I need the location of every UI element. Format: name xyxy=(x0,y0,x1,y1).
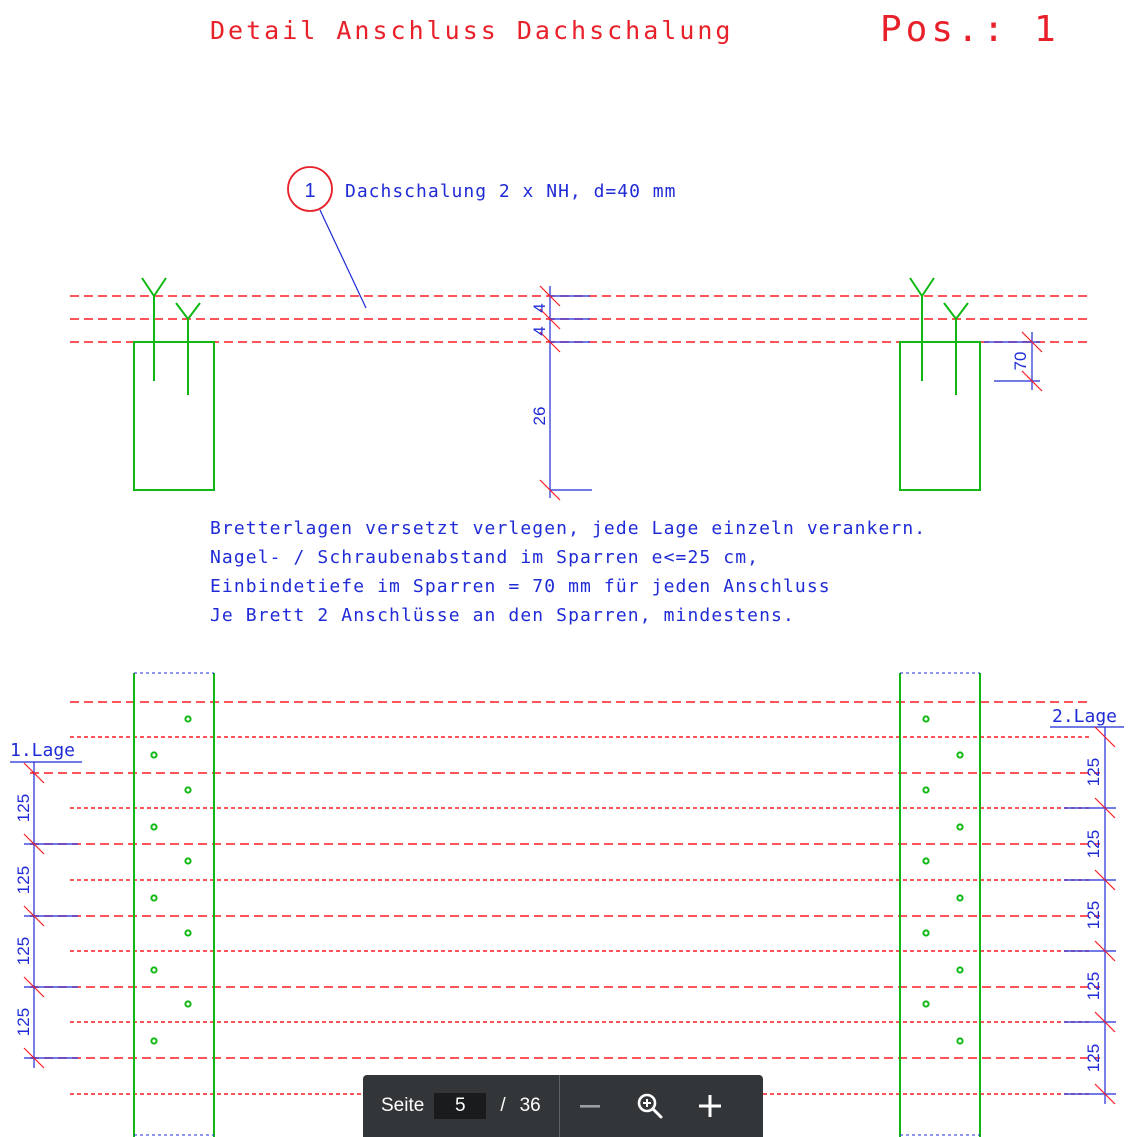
layer2-dim-4: 125 xyxy=(1084,971,1103,1001)
page-number-input[interactable] xyxy=(434,1093,486,1119)
rafter-section-right xyxy=(900,278,980,490)
layer2-label: 2.Lage xyxy=(1052,706,1118,727)
layer1-dim-1: 125 xyxy=(14,793,33,823)
note-line-4: Je Brett 2 Anschlüsse an den Sparren, mindestens. xyxy=(210,605,795,626)
rafter-plan-right xyxy=(900,673,980,1137)
dim-embed-depth: 70 xyxy=(1011,351,1030,371)
zoom-in-button[interactable] xyxy=(680,1075,740,1137)
callout-leader xyxy=(320,210,366,308)
page-separator: / xyxy=(500,1095,506,1116)
dim-rafter-height: 26 xyxy=(530,406,549,426)
zoom-fit-icon xyxy=(636,1092,664,1120)
plus-icon xyxy=(698,1094,722,1118)
layer2-dim-1: 125 xyxy=(1084,757,1103,787)
layer1-label: 1.Lage xyxy=(10,740,76,761)
callout-number: 1 xyxy=(304,180,316,202)
zoom-out-button[interactable] xyxy=(560,1075,620,1137)
pdf-toolbar xyxy=(363,1075,763,1137)
section-dimension-line xyxy=(540,286,592,500)
dim-board-1: 4 xyxy=(530,303,549,313)
zoom-fit-button[interactable] xyxy=(620,1075,680,1137)
page-selector xyxy=(363,1075,559,1137)
layer2-dim-5: 125 xyxy=(1084,1043,1103,1073)
page-label: Seite xyxy=(381,1095,425,1116)
layer1-dim-4: 125 xyxy=(14,1007,33,1037)
note-line-1: Bretterlagen versetzt verlegen, jede Lage einzeln verankern. xyxy=(210,518,927,539)
position-label: Pos.: 1 xyxy=(880,9,1060,50)
rafter-plan-left xyxy=(134,673,214,1137)
layer2-dim-2: 125 xyxy=(1084,829,1103,859)
drawing-title: Detail Anschluss Dachschalung xyxy=(210,16,734,45)
note-line-2: Nagel- / Schraubenabstand im Sparren e<=25 cm, xyxy=(210,547,760,568)
total-pages: 36 xyxy=(519,1095,541,1116)
layer2-dim-3: 125 xyxy=(1084,900,1103,930)
minus-icon xyxy=(579,1095,601,1117)
callout-text: Dachschalung 2 x NH, d=40 mm xyxy=(345,181,677,202)
layer1-dim-3: 125 xyxy=(14,936,33,966)
dim-board-2: 4 xyxy=(530,326,549,336)
layer1-dim-2: 125 xyxy=(14,865,33,895)
plan-board-lines xyxy=(30,702,1100,1094)
rafter-section-left xyxy=(134,278,214,490)
note-line-3: Einbindetiefe im Sparren = 70 mm für jeden Anschluss xyxy=(210,576,831,597)
